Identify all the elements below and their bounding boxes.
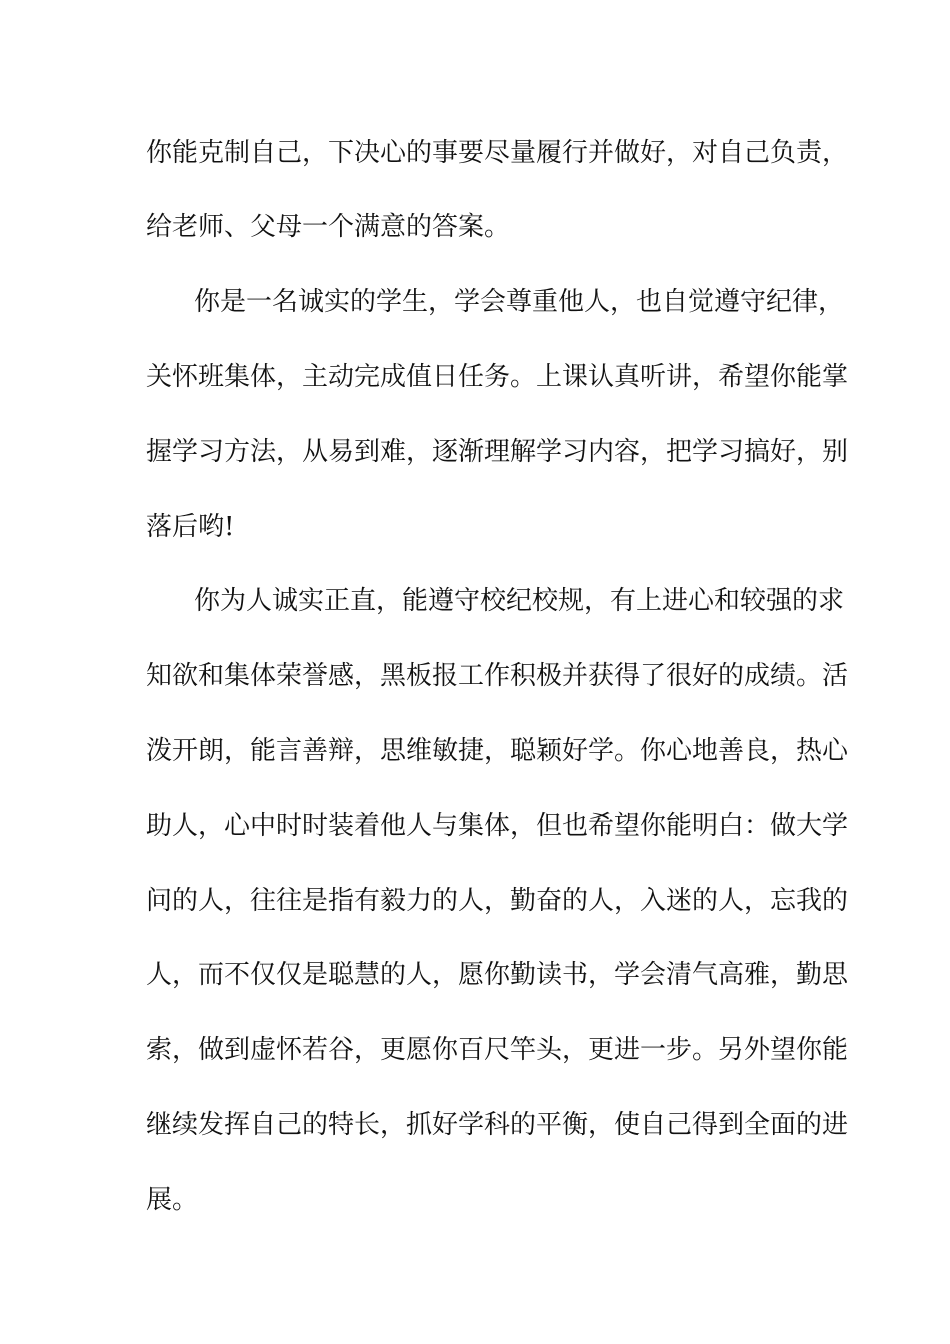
- paragraph-2-line-2: 关怀班集体，主动完成值日任务。上课认真听讲，希望你能掌: [146, 362, 849, 392]
- paragraph-3-line-7: 索，做到虚怀若谷，更愿你百尺竿头，更进一步。另外望你能: [146, 1035, 849, 1065]
- paragraph-3-line-6: 人，而不仅仅是聪慧的人，愿你勤读书，学会清气高雅，勤思: [146, 960, 849, 990]
- paragraph-1-line-2: 给老师、父母一个满意的答案。: [146, 212, 511, 242]
- paragraph-2-line-1: 你是一名诚实的学生，学会尊重他人，也自觉遵守纪律，: [194, 287, 845, 317]
- paragraph-3-line-2: 知欲和集体荣誉感，黑板报工作积极并获得了很好的成绩。活: [146, 661, 849, 691]
- paragraph-3-line-9: 展。: [146, 1185, 199, 1215]
- paragraph-2-line-4: 落后哟!: [146, 512, 235, 542]
- paragraph-3-line-4: 助人，心中时时装着他人与集体，但也希望你能明白：做大学: [146, 811, 849, 841]
- paragraph-2-line-3: 握学习方法，从易到难，逐渐理解学习内容，把学习搞好，别: [146, 437, 849, 467]
- paragraph-3-line-8: 继续发挥自己的特长，抓好学科的平衡，使自己得到全面的进: [146, 1110, 849, 1140]
- paragraph-3-line-5: 问的人，往往是指有毅力的人，勤奋的人，入迷的人，忘我的: [146, 886, 849, 916]
- paragraph-1-line-1: 你能克制自己，下决心的事要尽量履行并做好，对自己负责，: [146, 138, 849, 168]
- paragraph-3-line-3: 泼开朗，能言善辩，思维敏捷，聪颖好学。你心地善良，热心: [146, 736, 849, 766]
- paragraph-3-line-1: 你为人诚实正直，能遵守校纪校规，有上进心和较强的求: [194, 586, 845, 616]
